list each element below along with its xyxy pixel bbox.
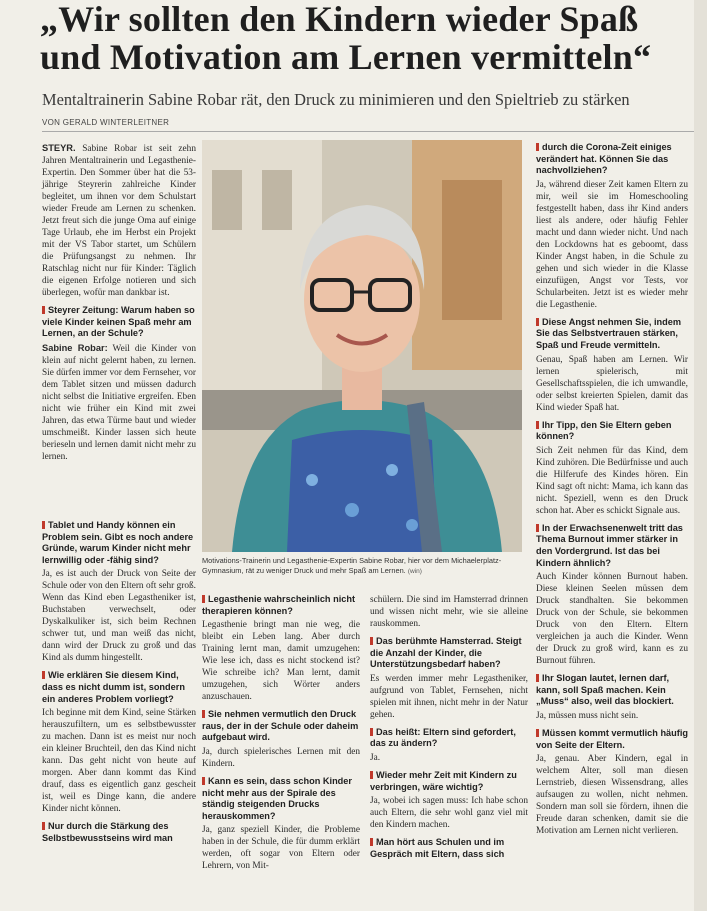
answer: Es werden immer mehr Legastheniker, aufgrund von Tablet, Fernsehen, nicht spielen mit ihnen, nicht mehr in der Natur gehen. — [370, 673, 528, 720]
answer-continued: schülern. Die sind im Hamsterrad drinnen und wissen nicht mehr, wie sie alleine rauskommen. — [370, 595, 528, 629]
question: Ihr Tipp, den Sie Eltern geben können? — [536, 420, 688, 443]
article-column-2 — [202, 594, 360, 878]
qa-block — [42, 305, 196, 463]
answer — [42, 342, 196, 463]
question: In der Erwachsenenwelt tritt das Thema Burnout immer stärker in den Vordergrund. Ist das bei Kindern ähnlich? — [536, 523, 688, 569]
answer: Ja, wobei ich sagen muss: Ich habe schon auch Eltern, die sehr wohl ganz viel mit den Kindern machen. — [370, 796, 528, 831]
lead-text: Sabine Robar ist seit zehn Jahren Mentaltrainerin und Legasthenie-Expertin. Den Sommer über hat die 53-jährige Steyrerin zahlreiche Kinder begleitet, um ihnen vor dem Schulstart wieder Freude am Lernen zu schenken. Jetzt freut sich die junge Oma auf einige Tage Urlaub, ehe im Herbst ein Projekt mit der VS Tabor startet, um Schülern die Prüfungsangst zu nehmen. Ihr Ratschlag nicht nur für Kinder: Täglich die eigenen Erfolge notieren und sich überlegen, wofür man dankbar ist. — [42, 144, 196, 298]
question: Das berühmte Hamsterrad. Steigt die Anzahl der Kinder, die Unterstützungsbedarf haben? — [370, 636, 528, 671]
lead-paragraph — [42, 142, 196, 299]
question: Das heißt: Eltern sind gefordert, das zu ändern? — [370, 727, 528, 750]
caption-text: Motivations-Trainerin und Legasthenie-Expertin Sabine Robar, hier vor dem Michaelerplatz-Gymnasium, rät zu weniger Druck und mehr Spaß am Lernen. — [202, 556, 502, 575]
article-photo — [202, 140, 522, 552]
question: Ihr Slogan lautet, lernen darf, kann, soll Spaß machen. Kein „Muss“ also, weil das blockiert. — [536, 673, 688, 708]
portrait-illustration — [202, 140, 522, 552]
answer: Ja, während dieser Zeit kamen Eltern zu mir, weil sie im Homeschooling festgestellt haben, dass ihr Kind anders liest als andere, oder häufig Fehler macht und dann wieder nicht. Und nach den Lockdowns hat es geboomt, dass Kinder Angst haben, in die Schule zu gehen und sich wieder in die Klasse einzufügen, Angst vor Tests, vor Schularbeiten. Jetzt ist es wieder mehr die Legasthenie. — [536, 179, 688, 310]
answer: Ja, ganz speziell Kinder, die Probleme haben in der Schule, die für dumm erklärt werden, oft sogar von Eltern oder Lehrern, von Mit- — [202, 825, 360, 872]
article-column-1 — [42, 142, 196, 469]
article-byline: VON GERALD WINTERLEITNER — [42, 118, 170, 127]
question-continued: Legasthenie wahrscheinlich nicht therapieren können? — [202, 594, 360, 617]
article-headline: „Wir sollten den Kindern wieder Spaß und Motivation am Lernen vermitteln“ — [40, 0, 652, 77]
lead-location: STEYR. — [42, 143, 76, 153]
answer: Genau, Spaß haben am Lernen. Wir lernen spielerisch, mit Gesellschaftsspielen, die ich umwandle, oder selbst kreierten Spielen, damit das Kind wieder Spaß hat. — [536, 354, 688, 413]
byline-divider — [42, 131, 697, 132]
answer: Ja. — [370, 752, 381, 763]
answer: Ja, müssen muss nicht sein. — [536, 710, 639, 721]
question: Diese Angst nehmen Sie, indem Sie das Selbstvertrauen stärken, Spaß und Freude vermitteln. — [536, 317, 688, 352]
answer: Legasthenie bringt man nie weg, die bleibt ein Leben lang. Aber durch Training lernt man, damit umzugehen: Wie lese ich, dass es nicht stockend ist? Wie schreibe ich? Man lernt, damit umzugehen, sich Wörter anders anzuschauen. — [202, 620, 360, 703]
question: Wieder mehr Zeit mit Kindern zu verbringen, wäre wichtig? — [370, 770, 528, 793]
question: Nur durch die Stärkung des Selbstbewusstseins wird man — [42, 821, 196, 844]
question-continued: durch die Corona-Zeit einiges verändert hat. Können Sie das nachvollziehen? — [536, 142, 688, 177]
question: Wie erklären Sie diesem Kind, dass es nicht dumm ist, sondern ein anderes Problem vorliegt? — [42, 670, 196, 705]
question: Tablet und Handy können ein Problem sein. Gibt es noch andere Gründe, warum Kinder nicht mehr lernwillig oder -fähig sind? — [42, 520, 196, 566]
article-subheadline: Mentaltrainerin Sabine Robar rät, den Druck zu minimieren und den Spieltrieb zu stärken — [42, 90, 630, 109]
answer: Ja, genau. Aber Kindern, egal in welchem Alter, soll man diesen Lernstrieb, diesen Wissensdrang, alles aufsaugen zu wollen, nicht nehmen. Sondern man soll sie fördern, ihnen die Freude daran schenken, damit sie die Motivation am Lernen nicht verlieren. — [536, 754, 688, 837]
answer: Ich beginne mit dem Kind, seine Stärken herauszufiltern, um es selbstbewusster zu machen. Dann ist es meist nur noch ein kleiner Bruchteil, den das Kind nicht kann. Das geht nicht von heute auf morgen. Aber dann kommt das Kind drauf, dass es eigentlich ganz gescheit ist, weil es Dinge kann, die andere Kinder nicht können. — [42, 708, 196, 815]
photo-caption — [202, 556, 532, 577]
answer: Ja, es ist auch der Druck von Seite der Schule oder von den Eltern oft sehr groß. Wenn das Kind eben Legastheniker ist, Buchstaben verwechselt, oder Dyskalkuliker ist, sich beim Rechnen schwer tut, und man weiß das nicht, dann wird der Druck zu groß und das Kind als dumm hingestellt. — [42, 569, 196, 664]
photo-credit: (win) — [407, 568, 422, 575]
speaker-label: Sabine Robar: — [42, 342, 108, 353]
question: Müssen kommt vermutlich häufig von Seite der Eltern. — [536, 727, 689, 750]
answer: Auch Kinder können Burnout haben. Diese kleinen Seelen müssen dem Druck standhalten. Sie bekommen Druck von der Schule, sie bekommen Druck von den Eltern. Eltern vergleichen ja auch die Kinder. Wenn der Druck zu groß wird, kann es zu Burnout führen. — [536, 572, 688, 667]
answer: Sich Zeit nehmen für das Kind, dem Kind zuhören. Die Bedürfnisse und auch die Hilferufe des Kindes hören. Ein Kind sagt oft nicht: Mama, ich kann das nicht. Speziell, wenn es den Druck schon hat. Aber es schickt Signale aus. — [536, 445, 688, 516]
article-column-1-lower — [42, 520, 196, 846]
question: Kann es sein, dass schon Kinder nicht mehr aus der Spirale des ständig steigenden Drucks herauskommen? — [202, 776, 360, 822]
answer-text: Weil die Kinder von klein auf nicht gelernt haben, zu lernen. Sie dürfen immer vor dem Fernseher, vor dem Tablet sitzen und müssen dadurch nicht selbst die Initiative ergreifen. Eben nicht wie früher ein Kind mit zwei Jahren, das etwa Türme baut und wieder umschmeißt. Kinder lassen sich heute berieseln und lernen damit nicht mehr zu lernen. — [42, 343, 196, 462]
answer: Ja, durch spielerisches Lernen mit den Kindern. — [202, 746, 360, 769]
question: Sie nehmen vermutlich den Druck raus, der in der Schule oder daheim aufgebaut wird. — [202, 709, 359, 743]
question: Man hört aus Schulen und im Gespräch mit Eltern, dass sich — [370, 837, 528, 860]
article-column-3 — [370, 594, 528, 862]
article-column-4 — [536, 142, 688, 843]
page-edge — [694, 0, 707, 911]
question: Steyrer Zeitung: Warum haben so viele Kinder keinen Spaß mehr am Lernen, an der Schule? — [42, 305, 195, 339]
